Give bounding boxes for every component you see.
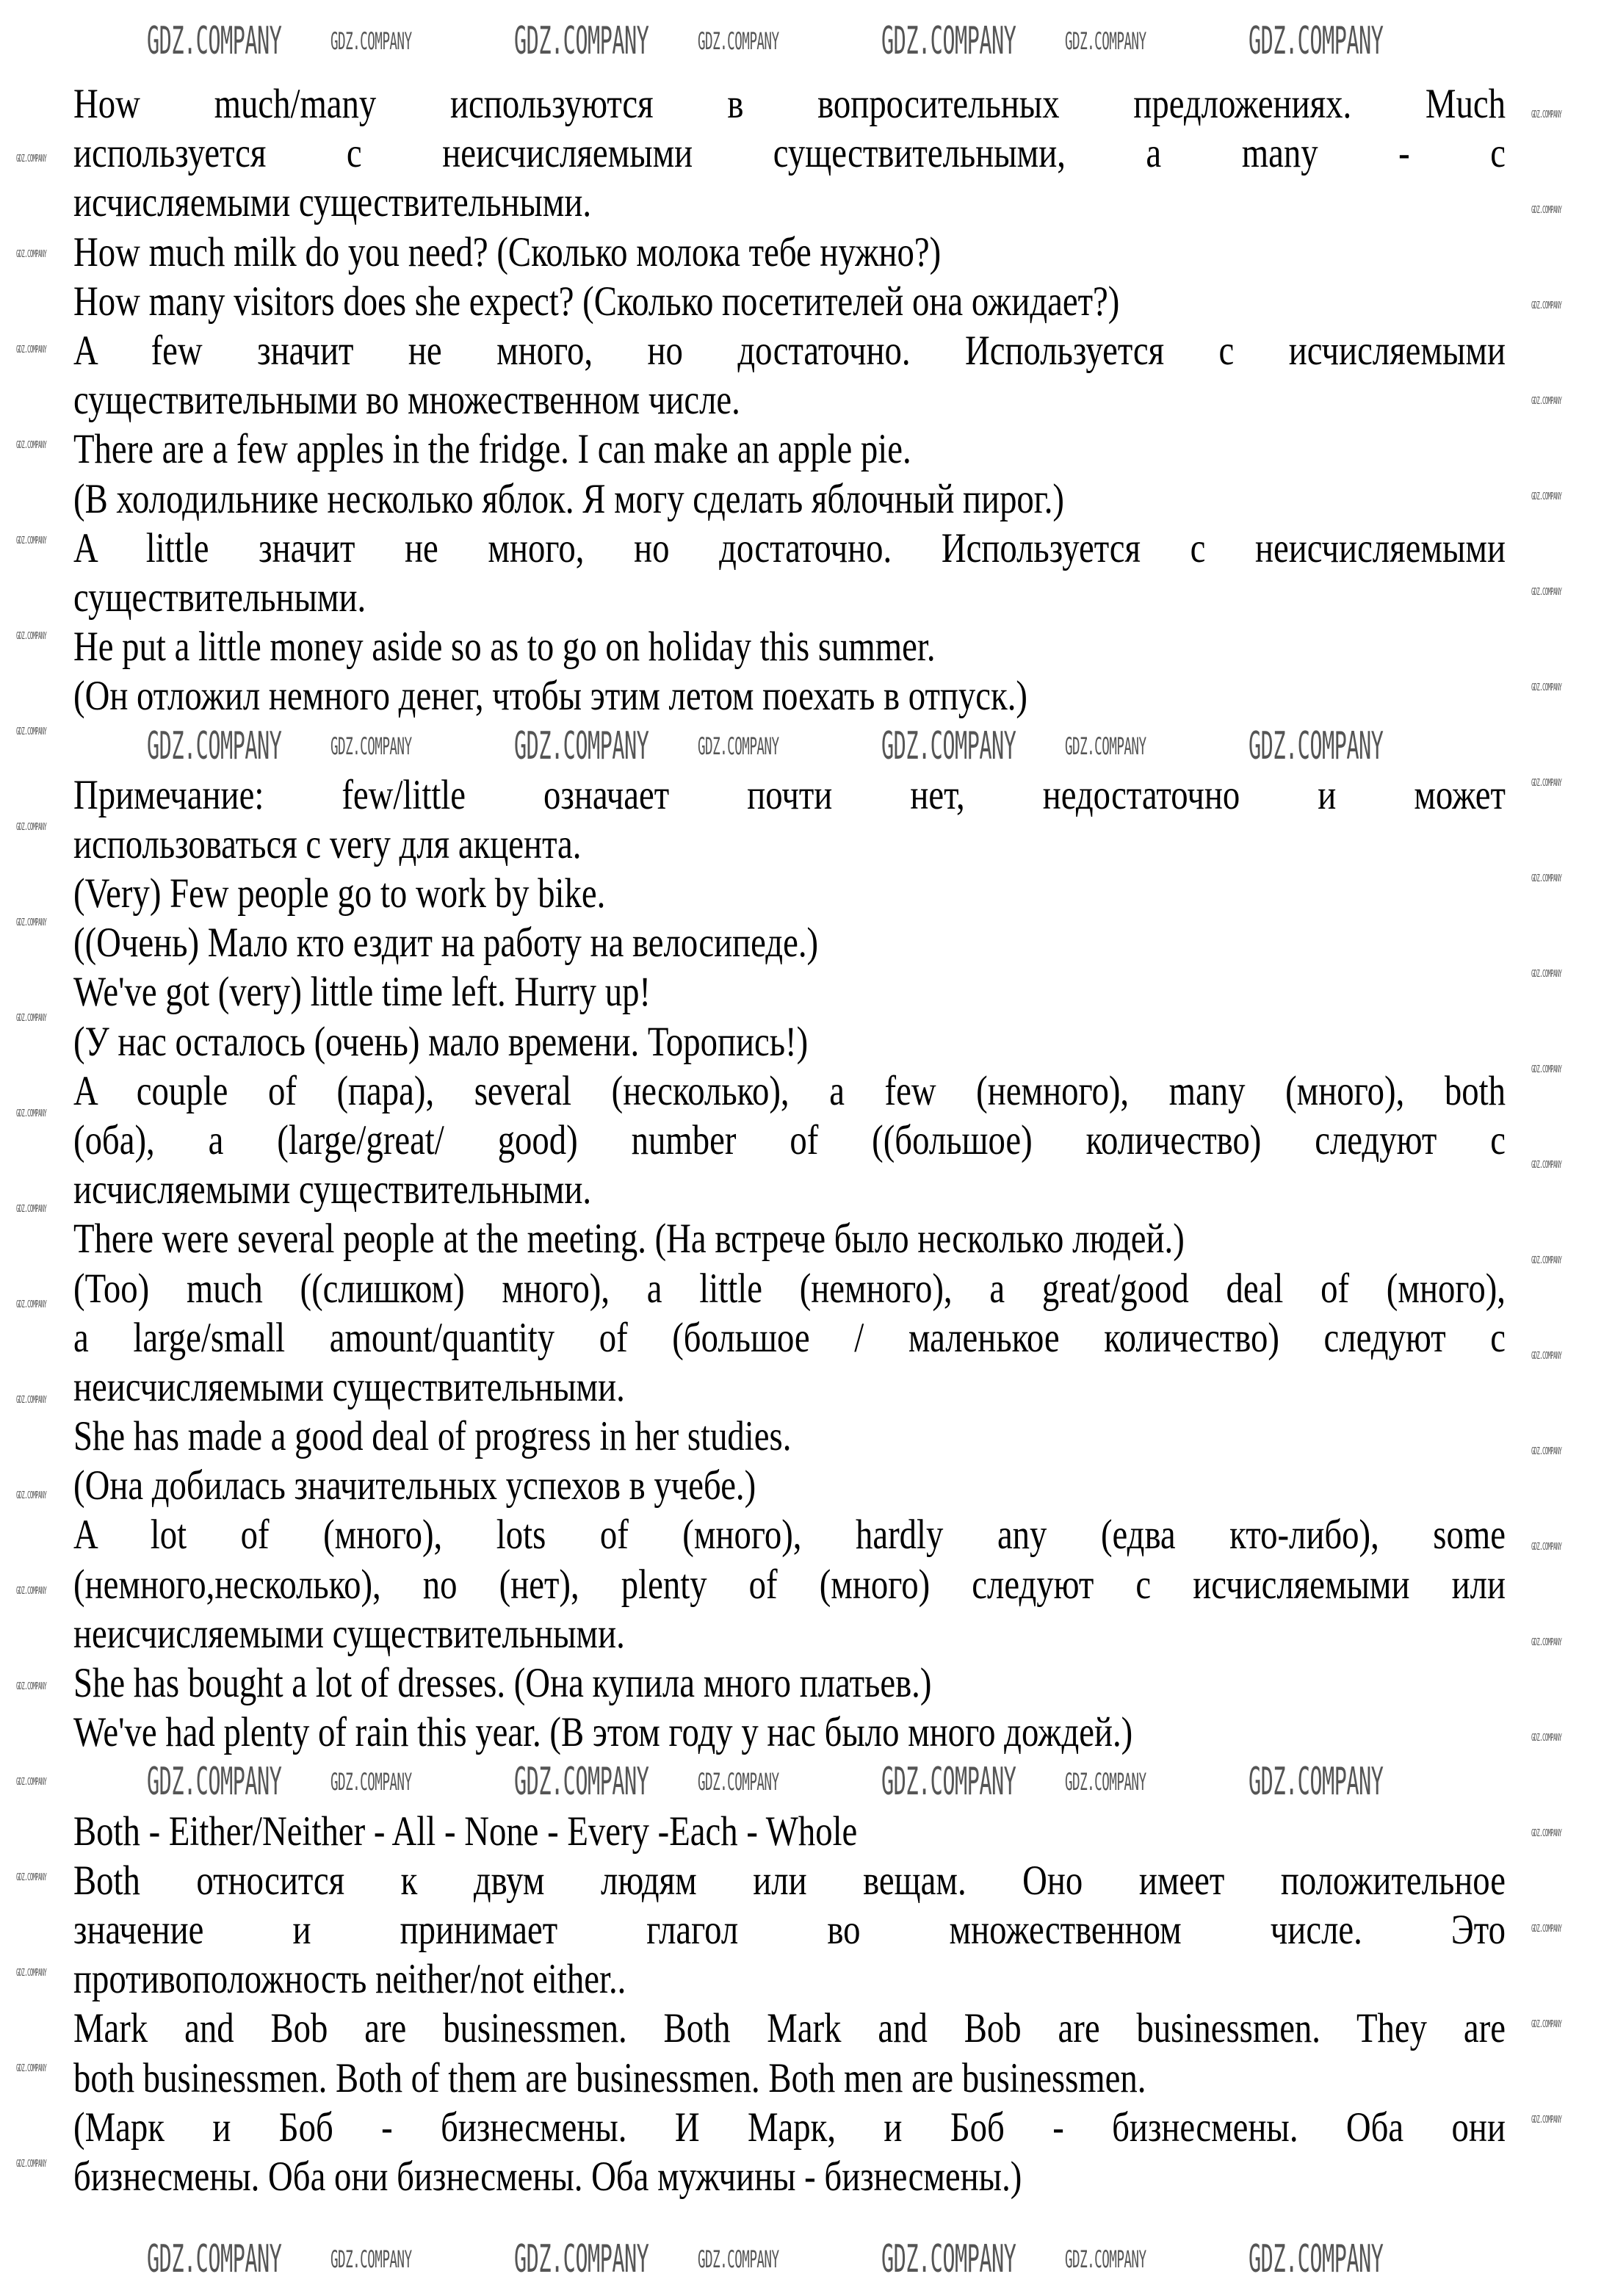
watermark: GDZ.COMPANY bbox=[1065, 1768, 1146, 1796]
text-line: (Very) Few people go to work by bike. bbox=[73, 870, 606, 917]
text-line: We've got (very) little time left. Hurry up! bbox=[73, 969, 651, 1016]
watermark: GDZ.COMPANY bbox=[330, 1768, 412, 1796]
watermark: GDZ.COMPANY bbox=[16, 1681, 47, 1692]
watermark: GDZ.COMPANY bbox=[1531, 1160, 1562, 1171]
text-line: неисчисляемыми существительными. bbox=[73, 1363, 625, 1410]
text-line: (оба), a (large/great/ good) number of ((большое) количество) следуют с bbox=[73, 1116, 1506, 1163]
watermark: GDZ.COMPANY bbox=[881, 1760, 1016, 1804]
watermark: GDZ.COMPANY bbox=[1531, 396, 1562, 407]
text-line: A few значит не много, но достаточно. Используется с исчисляемыми bbox=[73, 327, 1506, 374]
text-line: (Она добилась значительных успехов в учебе.) bbox=[73, 1462, 756, 1509]
text-line: He put a little money aside so as to go on holiday this summer. bbox=[73, 624, 936, 671]
text-line: исчисляемыми существительными. bbox=[73, 1166, 592, 1213]
watermark: GDZ.COMPANY bbox=[330, 27, 412, 55]
text-line: A couple of (пара), several (несколько), a few (немного), many (много), both bbox=[73, 1067, 1506, 1114]
watermark: GDZ.COMPANY bbox=[1531, 587, 1562, 598]
watermark: GDZ.COMPANY bbox=[1065, 27, 1146, 55]
watermark: GDZ.COMPANY bbox=[16, 1872, 47, 1883]
text-line: (Too) much ((слишком) много), a little (немного), a great/good deal of (много), bbox=[73, 1265, 1506, 1312]
text-line: используется с неисчисляемыми существительными, а many - с bbox=[73, 130, 1506, 177]
watermark: GDZ.COMPANY bbox=[1249, 1760, 1384, 1804]
watermark: GDZ.COMPANY bbox=[330, 732, 412, 760]
watermark: GDZ.COMPANY bbox=[1531, 491, 1562, 502]
text-line: (Марк и Боб - бизнесмены. И Марк, и Боб - бизнесмены. Оба они bbox=[73, 2104, 1506, 2151]
watermark: GDZ.COMPANY bbox=[1531, 205, 1562, 216]
text-line: существительными во множественном числе. bbox=[73, 377, 740, 424]
watermark: GDZ.COMPANY bbox=[1065, 2245, 1146, 2273]
watermark: GDZ.COMPANY bbox=[514, 19, 649, 63]
watermark: GDZ.COMPANY bbox=[1531, 1542, 1562, 1553]
text-line: существительными. bbox=[73, 574, 366, 621]
text-line: использоваться с very для акцента. bbox=[73, 820, 582, 867]
text-line: Both - Either/Neither - All - None - Every -Each - Whole bbox=[73, 1808, 858, 1855]
watermark: GDZ.COMPANY bbox=[1531, 1733, 1562, 1744]
watermark: GDZ.COMPANY bbox=[1531, 2019, 1562, 2030]
watermark: GDZ.COMPANY bbox=[147, 724, 282, 768]
watermark: GDZ.COMPANY bbox=[1531, 300, 1562, 311]
text-line: Mark and Bob are businessmen. Both Mark and Bob are businessmen. They are bbox=[73, 2005, 1506, 2052]
text-line: How much/many используются в вопросительных предложениях. Much bbox=[73, 81, 1506, 127]
document-body bbox=[73, 79, 1506, 2201]
watermark: GDZ.COMPANY bbox=[698, 1768, 779, 1796]
watermark: GDZ.COMPANY bbox=[1249, 2237, 1384, 2281]
text-line: Примечание: few/little означает почти нет, недостаточно и может bbox=[73, 771, 1506, 818]
watermark: GDZ.COMPANY bbox=[16, 249, 47, 260]
watermark: GDZ.COMPANY bbox=[881, 19, 1016, 63]
watermark: GDZ.COMPANY bbox=[147, 1760, 282, 1804]
text-line: How many visitors does she expect? (Сколько посетителей она ожидает?) bbox=[73, 278, 1120, 325]
text-line: (У нас осталось (очень) мало времени. Торопись!) bbox=[73, 1018, 809, 1065]
text-line: ((Очень) Мало кто ездит на работу на велосипеде.) bbox=[73, 920, 819, 967]
watermark: GDZ.COMPANY bbox=[1531, 2115, 1562, 2126]
watermark: GDZ.COMPANY bbox=[1531, 1255, 1562, 1266]
text-line: неисчисляемыми существительными. bbox=[73, 1610, 625, 1657]
watermark: GDZ.COMPANY bbox=[1531, 969, 1562, 980]
text-line: a large/small amount/quantity of (большое / маленькое количество) следуют с bbox=[73, 1314, 1506, 1361]
watermark: GDZ.COMPANY bbox=[1531, 1637, 1562, 1648]
watermark: GDZ.COMPANY bbox=[881, 2237, 1016, 2281]
watermark: GDZ.COMPANY bbox=[16, 1013, 47, 1024]
text-line: (В холодильнике несколько яблок. Я могу сделать яблочный пирог.) bbox=[73, 475, 1064, 522]
watermark: GDZ.COMPANY bbox=[16, 154, 47, 165]
watermark: GDZ.COMPANY bbox=[1531, 1924, 1562, 1935]
text-line: (Он отложил немного денег, чтобы этим летом поехать в отпуск.) bbox=[73, 673, 1027, 720]
watermark: GDZ.COMPANY bbox=[147, 19, 282, 63]
watermark: GDZ.COMPANY bbox=[1531, 1446, 1562, 1457]
watermark: GDZ.COMPANY bbox=[1531, 778, 1562, 789]
watermark: GDZ.COMPANY bbox=[1065, 732, 1146, 760]
watermark: GDZ.COMPANY bbox=[1531, 873, 1562, 884]
watermark: GDZ.COMPANY bbox=[16, 1108, 47, 1119]
watermark: GDZ.COMPANY bbox=[16, 535, 47, 546]
text-line: both businessmen. Both of them are businessmen. Both men are businessmen. bbox=[73, 2054, 1146, 2101]
watermark: GDZ.COMPANY bbox=[16, 1299, 47, 1310]
watermark: GDZ.COMPANY bbox=[1531, 1064, 1562, 1075]
text-line: противоположность neither/not either.. bbox=[73, 1956, 626, 2003]
watermark: GDZ.COMPANY bbox=[514, 1760, 649, 1804]
watermark: GDZ.COMPANY bbox=[16, 917, 47, 928]
watermark: GDZ.COMPANY bbox=[881, 724, 1016, 768]
text-line: (немного,несколько), no (нет), plenty of (много) следуют с исчисляемыми или bbox=[73, 1561, 1506, 1608]
watermark: GDZ.COMPANY bbox=[16, 1968, 47, 1979]
text-line: A little значит не много, но достаточно. Используется с неисчисляемыми bbox=[73, 524, 1506, 571]
watermark: GDZ.COMPANY bbox=[16, 344, 47, 355]
text-line: исчисляемыми существительными. bbox=[73, 179, 592, 226]
watermark: GDZ.COMPANY bbox=[16, 1395, 47, 1406]
watermark: GDZ.COMPANY bbox=[16, 1204, 47, 1215]
text-line: Both относится к двум людям или вещам. Оно имеет положительное bbox=[73, 1857, 1506, 1904]
watermark: GDZ.COMPANY bbox=[16, 2063, 47, 2074]
text-line: She has made a good deal of progress in her studies. bbox=[73, 1413, 792, 1460]
watermark: GDZ.COMPANY bbox=[16, 1777, 47, 1788]
text-line: A lot of (много), lots of (много), hardly any (едва кто-либо), some bbox=[73, 1512, 1506, 1559]
text-line: There were several people at the meeting. (На встрече было несколько людей.) bbox=[73, 1216, 1185, 1263]
text-line: бизнесмены. Оба они бизнесмены. Оба мужчины - бизнесмены.) bbox=[73, 2153, 1022, 2200]
text-line: How much milk do you need? (Сколько молока тебе нужно?) bbox=[73, 228, 942, 275]
watermark: GDZ.COMPANY bbox=[1531, 1828, 1562, 1839]
watermark: GDZ.COMPANY bbox=[16, 822, 47, 833]
text-line: There are a few apples in the fridge. I can make an apple pie. bbox=[73, 426, 911, 473]
watermark: GDZ.COMPANY bbox=[698, 2245, 779, 2273]
text-line: значение и принимает глагол во множественном числе. Это bbox=[73, 1906, 1506, 1953]
watermark: GDZ.COMPANY bbox=[16, 1586, 47, 1597]
text-line: She has bought a lot of dresses. (Она купила много платьев.) bbox=[73, 1660, 932, 1706]
watermark: GDZ.COMPANY bbox=[330, 2245, 412, 2273]
text-line: We've had plenty of rain this year. (В этом году у нас было много дождей.) bbox=[73, 1709, 1133, 1756]
watermark: GDZ.COMPANY bbox=[16, 631, 47, 642]
watermark: GDZ.COMPANY bbox=[147, 2237, 282, 2281]
watermark: GDZ.COMPANY bbox=[1249, 19, 1384, 63]
watermark: GDZ.COMPANY bbox=[698, 732, 779, 760]
watermark: GDZ.COMPANY bbox=[16, 726, 47, 737]
watermark: GDZ.COMPANY bbox=[1249, 724, 1384, 768]
watermark: GDZ.COMPANY bbox=[514, 2237, 649, 2281]
watermark: GDZ.COMPANY bbox=[16, 440, 47, 451]
watermark: GDZ.COMPANY bbox=[1531, 1351, 1562, 1362]
watermark: GDZ.COMPANY bbox=[698, 27, 779, 55]
watermark: GDZ.COMPANY bbox=[514, 724, 649, 768]
watermark: GDZ.COMPANY bbox=[16, 2159, 47, 2170]
watermark: GDZ.COMPANY bbox=[1531, 109, 1562, 120]
watermark: GDZ.COMPANY bbox=[16, 1490, 47, 1501]
watermark: GDZ.COMPANY bbox=[1531, 682, 1562, 693]
